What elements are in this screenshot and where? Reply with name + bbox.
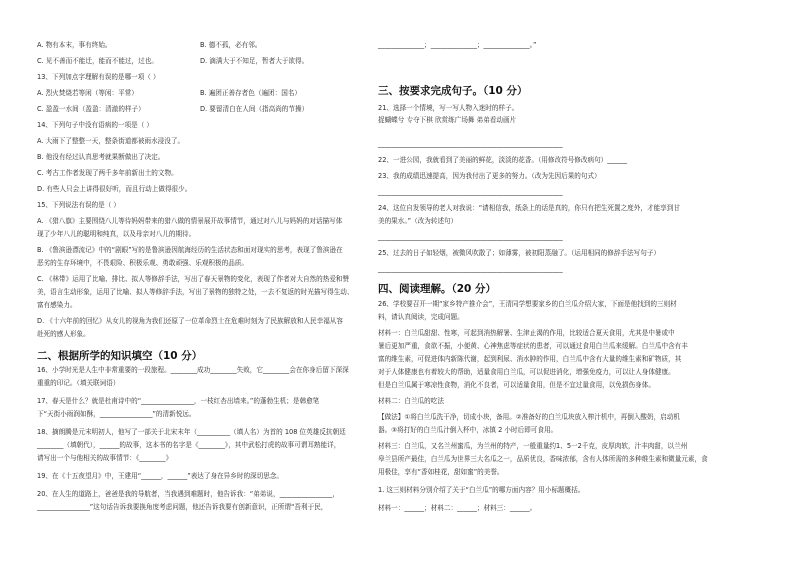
question-text-line: 现了少年八儿的聪明和纯真，以及母亲对八儿的期待。: [37, 230, 196, 238]
question-text-line: ______________；______________；______________。”: [378, 41, 537, 49]
question-text-line: 1. 这三则材料分别介绍了关于“白兰瓜”的哪方面内容？用小标题概括。: [378, 486, 585, 494]
question-text-line: 16、小学时光是人生中非常重要的一段旅程。________成功________失败，它________会在你身后留下深深: [37, 366, 349, 374]
question-text-line: 19、在《十五夜望月》中，王建用“______，______”表达了身在异乡时的深切思念。: [37, 472, 284, 480]
question-text-line: 对于人体健康也有着较大的帮助，适量食用白兰瓜，可以促进消化，增强免疫力，可以让人身体健康。: [378, 368, 675, 376]
question-text-line: 重重的印记。（填关联词语）: [37, 379, 120, 387]
question-text-line: D. 要留清白在人间（指高尚的节操）: [200, 105, 309, 113]
question-text-line: 请写出一个与他相关的故事情节：《________》: [37, 454, 173, 462]
question-text-line: 赴死的感人形象。: [37, 330, 90, 338]
question-text-line: C. 见不善而不能迁，能而不能过，过也。: [37, 57, 158, 65]
question-text-line: A. 物有本末，事有终始。: [37, 41, 112, 49]
question-text-line: 皋兰县所产最佳，白兰瓜为世界三大名瓜之一，品质优良，香味浓郁，含有人体所需的多种维生素和微量元素，食: [378, 455, 708, 463]
question-text-line: 14、下列句子中没有语病的一项是（ ）: [37, 121, 153, 129]
section-title: 二、根据所学的知识填空（10 分）: [37, 350, 203, 362]
question-text-line: 材料二：白兰瓜的吃法: [378, 397, 444, 405]
question-text-line: B. 遍团正善存者色（遍团：国名）: [200, 89, 302, 97]
section-title: 三、按要求完成句子。（10 分）: [378, 85, 528, 97]
question-text-line: 但是白兰瓜属于寒凉性食物，消化不良者，可以适量食用，但是不宜过量食用，以免损伤身体。: [378, 381, 655, 389]
question-text-line: ________________________________________________________: [378, 233, 563, 241]
question-text-line: 15、下列说法有误的是（ ）: [37, 201, 121, 209]
question-text-line: 富有感染力。: [37, 301, 77, 309]
question-text-line: 材料一：白兰瓜甜甜、性寒，可起到消热解暑、生津止渴的作用，比较适合夏天食用，尤其是中暑或中: [378, 329, 675, 337]
question-text-line: D. 有些人只会上讲得很好听，而且行动上做得很少。: [37, 185, 192, 193]
question-text-line: B. 德不孤，必有邻。: [200, 41, 262, 49]
question-text-line: 20、在人生的道路上，爸爸是我的导航者，当我遇到难题时，他告诉我：“弟弟说，________________，: [37, 490, 339, 498]
question-text-line: 材料一：______；材料二：______；材料三：______。: [378, 504, 537, 512]
question-text-line: 美，语言生动形象，运用了比喻、拟人等修辞手法，写出了景物的独特之处，一去不复返的时光描写得生动、: [37, 288, 354, 296]
question-text-line: 材料三：白兰瓜，又名兰州蜜瓜，为兰州的特产，一般重量约1、5一2千克，皮厚肉软，汁丰肉甜，以兰州: [378, 442, 688, 450]
question-text-line: 用极佳，享有“香如桂花，甜如蜜”的美誉。: [378, 468, 504, 476]
question-text-line: 21、选择一个情境，写一写人物入迷时的样子。: [378, 104, 519, 112]
question-text-line: ________________________________________________________: [378, 265, 563, 273]
question-text-line: 暑后更加严重，食欲不振，小便黄、心神焦虑等症状的患者，可以通过食用白兰瓜来缓解。白兰瓜中含有丰: [378, 342, 688, 350]
question-text-line: 26、学校要召开一期“家乡特产推介会”，王清同学想要家乡的白兰瓜介绍大家，下面是他找到的三则材: [378, 300, 677, 308]
question-text-line: 25、过去的日子如轻烟，被微风吹散了；如薄雾，被初阳蒸融了。（运用相同的修辞手法写句子）: [378, 249, 661, 257]
question-text-line: 恶劣的生存环境中，不畏艰险、积极乐观、勇敢顽强、乐观积极的品质。: [37, 259, 248, 267]
question-text-line: 捉蝴蝶兮 专夺下棋 欣赏练广场舞 弟弟看动画片: [378, 116, 517, 124]
question-text-line: 24、这位自发领导的老人对我说：“请相信我，纸条上的话是真的，你只有把生死置之度外，才能享到甘: [378, 204, 680, 212]
question-text-line: C. 考古工作者发现了两千多年前新出土的文物。: [37, 169, 178, 177]
question-text-line: ________（填朝代），______的故事，这本书的名字是《________》，其中武松打虎的故事可谓耳熟能详，: [37, 441, 341, 449]
question-text-line: 富的维生素，可促进体内新陈代谢，起到利尿、消水肿的作用，白兰瓜中含有大量的维生素和矿物质，其: [378, 355, 682, 363]
section-title: 四、阅读理解。（20 分）: [378, 283, 497, 295]
question-text-line: D. 《十六年前的回忆》从女儿的视角为我们还原了一位革命烈士在危难时刻为了民族解放和人民幸福从容: [37, 317, 343, 325]
question-text-line: B. 他没有经过认真思考就果断做出了决定。: [37, 153, 165, 161]
question-text-line: ________________________________________________________: [378, 140, 563, 148]
question-text-line: ________________”这句话告诉我要换角度考虑问题，他还告诉我要有创新意识，正所谓“吾利于民，: [37, 503, 328, 511]
question-text-line: A. 《猎八旗》主要围绕八儿等待妈妈带来的猎八做的情景展开故事情节，通过对八儿与妈妈的对话描写体: [37, 217, 343, 225]
question-text-line: A. 烈火焚烧若等闲（等闲：平常）: [37, 89, 138, 97]
question-text-line: 下“天街小雨润如酥，________________”的清新悦远。: [37, 410, 196, 418]
question-text-line: 17、春天是什么？就是杜甫诗中的“________________，一枝红杏出墙来。”的蓬勃生机；是韩愈笔: [37, 397, 320, 405]
question-text-line: 18、摘朗腾是元末明初人，他写了一部关于北宋末年（__________（填人名）为首的 108 位英雄反抗朝廷: [37, 428, 346, 436]
question-text-line: C. 《林带》运用了比喻、排比、拟人等修辞手法，写出了春天景物的变化，表现了作者对大自然的热爱和赞: [37, 275, 350, 283]
question-text-line: 【做法】①将白兰瓜洗干净，切成小块，备用。②准备好的白兰瓜块放入榨汁机中，再倒入酸奶，启动机: [378, 413, 680, 421]
question-text-line: 23、我的成绩迅速提高，因为我付出了更多的努力。（改为先因后果的句式）: [378, 172, 601, 180]
question-text-line: A. 大雨下了整整一天，整条街道都被雨水浸没了。: [37, 137, 185, 145]
question-text-line: C. 盈盈一水间（盈盈：清澈的样子）: [37, 105, 145, 113]
question-text-line: 美的果水。”（改为转述句）: [378, 217, 458, 225]
question-text-line: 器。③将打好的白兰瓜汁倒入杯中，冰镇 2 小时后即可食用。: [378, 426, 558, 434]
question-text-line: 13、下列加点字理解有误的是哪一项（ ）: [37, 73, 160, 81]
question-text-line: 22、一进公园，我就看到了美丽的鲜花，淡淡的花香。（用修改符号修改病句）______: [378, 156, 628, 164]
question-text-line: 料，请认真阅读，完成问题。: [378, 313, 464, 321]
question-text-line: D. 滴满大于不知足，暂者大于欲得。: [200, 57, 309, 65]
question-text-line: B. 《鲁滨逊漂流记》中的“剧眼”写的是鲁滨逊因航海经历的生活状态和面对现实的思考，表现了鲁滨逊在: [37, 246, 343, 254]
question-text-line: ________________________________________________________: [378, 188, 563, 196]
